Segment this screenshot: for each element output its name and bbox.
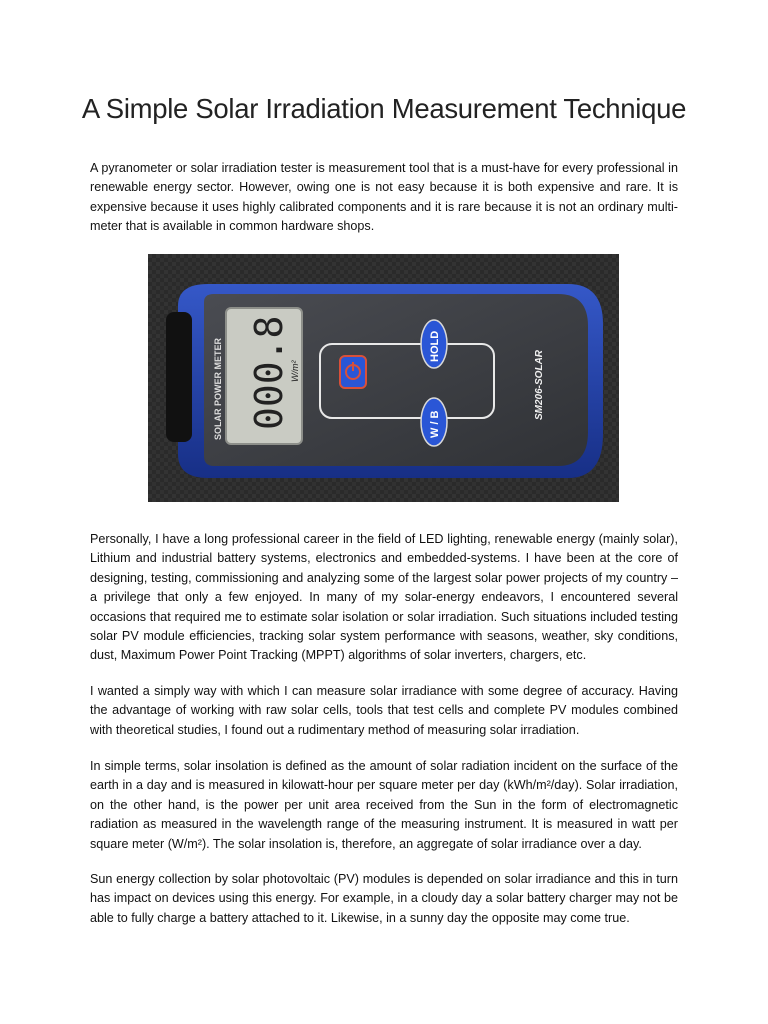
- meter-side-rubber: [166, 312, 192, 442]
- paragraph-background: Personally, I have a long professional career in the field of LED lighting, renewable energy (mainly solar), Lithium and industrial battery systems, electronics and embedded-systems. I have been at the core of designing, testing, commissioning and analyzing some of the largest solar power projects of my country – a privilege that only a few enjoyed. In many of my solar-energy endeavors, I encountered several occasions that required me to estimate solar isolation or solar irradiation. Such situations included testing solar PV module efficiencies, tracking solar system performance with seasons, weather, sky conditions, dust, Maximum Power Point Tracking (MPPT) algorithms of solar inverters, chargers, etc.: [90, 532, 678, 663]
- solar-meter-photo: [148, 254, 619, 502]
- paragraph-intro: A pyranometer or solar irradiation tester is measurement tool that is a must-have for every professional in renewable energy sector. However, owing one is not easy because it is both expensive and rare. It is expensive because it uses highly calibrated components and it is rare because it is not an ordinary multi-meter that is available in common hardware shops.: [90, 161, 678, 234]
- device-label: SOLAR POWER METER: [213, 337, 223, 440]
- paragraph-method: I wanted a simply way with which I can measure solar irradiance with some degree of accuracy. Having the advantage of working with raw solar cells, tools that test cells and complete PV modules combined with theoretical studies, I found out a rudimentary method of measuring solar irradiation.: [90, 684, 678, 737]
- solar-meter-illustration: [148, 254, 619, 502]
- wb-button-label: W / B: [429, 410, 441, 438]
- model-label: SM206-SOLAR: [534, 349, 545, 420]
- paragraph-definitions: In simple terms, solar insolation is defined as the amount of solar radiation incident on the surface of the earth in a day and is measured in kilowatt-hour per square meter per day (kWh/m²/day). Solar irradiation, on the other hand, is the power per unit area received from the Sun in the form of electromagnetic radiation as measured in the wavelength range of the measuring instrument. It is measured in watt per square meter (W/m²). The solar insolation is, therefore, an aggregate of solar irradiance over a day.: [90, 759, 678, 851]
- display-unit: W/m²: [290, 360, 300, 382]
- display-value: 000.8: [247, 315, 291, 430]
- paragraph-impact: Sun energy collection by solar photovoltaic (PV) modules is depended on solar irradiance and this in turn has impact on devices using this energy. For example, in a cloudy day a solar battery charger may not be able to fully charge a battery attached to it. Likewise, in a sunny day the opposite may come true.: [90, 872, 678, 925]
- page-title: A Simple Solar Irradiation Measurement Technique: [81, 93, 687, 124]
- hold-button-label: HOLD: [429, 330, 441, 362]
- power-button: [340, 356, 366, 388]
